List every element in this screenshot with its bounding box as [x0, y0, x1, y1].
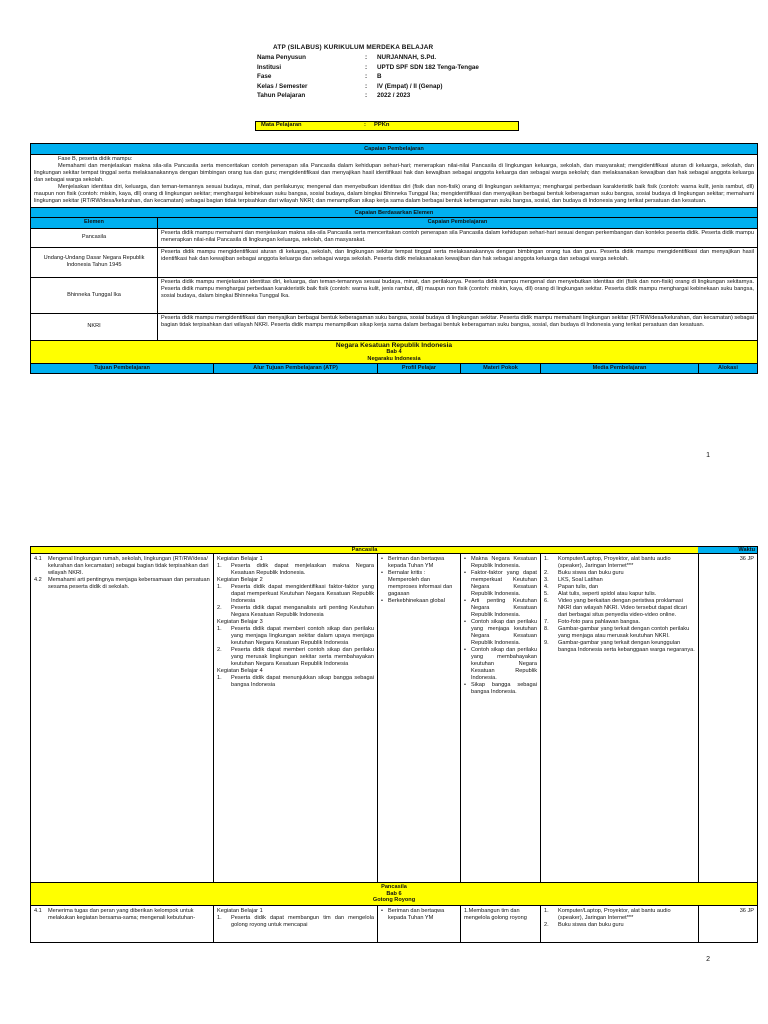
- list-item: • Faktor-faktor yang dapat memperkuat Keutuhan Negara Kesatuan Republik Indonesia.: [464, 569, 537, 597]
- unit-band: [31, 341, 757, 364]
- list-item: [34, 556, 210, 577]
- list-item: 2. Peserta didik dapat menganalisis arti penting Keutuhan Negara Kesatuan Republik Indonesia: [217, 604, 374, 618]
- list-item: • Contoh sikap dan perilaku yang membahayakan keutuhan Negara Kesatuan Republik Indonesia.: [464, 646, 537, 681]
- item-text: Peserta didik dapat membangun tim dan mengelola golong royong untuk mencapai: [231, 915, 374, 929]
- item-number: 1.: [544, 908, 549, 915]
- item-text: Foto-foto para pahlawan bangsa.: [558, 618, 641, 625]
- item-text: Peserta didik dapat memberi contoh sikap dan perilaku yang merusak lingkungan sekitar serta membahayakan keutuhan Negara Kesatuan Republik Indonesia: [231, 646, 374, 667]
- list-item: 1. Peserta didik dapat memberi contoh sikap dan perilaku yang menjaga lingkungan sekitar dalam upaya menjaga keutuhan Negara Kesatuan Republik Indonesia: [217, 625, 374, 646]
- waktu-header: Waktu: [698, 547, 757, 553]
- identity-key: Fase: [257, 73, 272, 81]
- item-number: 8.: [544, 625, 549, 632]
- list-item: [544, 619, 695, 626]
- unit-band-label: Pancasila: [351, 547, 378, 553]
- list-item: [544, 922, 695, 929]
- alokasi-cell: 36 JP: [739, 556, 754, 562]
- item-text: Beriman dan bertaqwa kepada Tuhan YM: [388, 556, 445, 569]
- cp-heading: Capaian Pembelajaran: [31, 144, 757, 155]
- item-text: Beriman dan bertaqwa kepada Tuhan YM: [388, 908, 445, 922]
- item-text: Berkebhinekaan global: [388, 597, 445, 604]
- identity-row: [257, 92, 479, 102]
- item-text: Bernalar kritis : Memperoleh dan memproses informasi dan gagasan: [388, 569, 453, 597]
- materi-cell: [461, 554, 541, 882]
- identity-row: [257, 54, 479, 64]
- item-number: 2.: [544, 922, 549, 929]
- list-item: • Arti penting Keutuhan Negara Kesatuan Republik Indonesia.: [464, 597, 537, 618]
- list-item: • Bernalar kritis : Memperoleh dan memproses informasi dan gagasan: [381, 570, 457, 598]
- subject-label: Mata Pelajaran: [261, 122, 302, 129]
- activity-heading: Kegiatan Belajar 1: [217, 908, 263, 915]
- elemen-text: Peserta didik mampu mengidentifikasi dan menyajikan berbagai bentuk keberagaman suku bangsa, sosial budaya di lingkungan sekitar. Peserta didik mampu memahami lingkungan sekitar (RT/RW/desa/kelurahan, dan kecamatan) sebagai bagian tidak terpisahkan dari wilayah NKRI. Peserta didik mampu menampilkan sikap kerja sama dalam berbagai bentuk keberagaman suku bangsa, sosial, dan budaya di Indonesia yang terikat persatuan dan kesatuan.: [161, 314, 754, 328]
- list-item: • Makna Negara Kesatuan Republik Indonesia.: [464, 556, 537, 569]
- item-text: Mengenal lingkungan rumah, sekolah, lingkungan (RT/RW/desa/ kelurahan dan kecamatan) sebagai bagian tidak terpisahkan dari wilayah NKRI.: [48, 556, 209, 576]
- col-header: Alur Tujuan Pembelajaran (ATP): [214, 364, 378, 373]
- item-number: 2.: [544, 569, 549, 576]
- item-number: 7.: [544, 618, 549, 625]
- elemen-column-headers: [31, 218, 757, 229]
- identity-colon: :: [365, 54, 368, 61]
- unit-title: Pancasila: [381, 884, 407, 890]
- document-page-1: [0, 0, 768, 500]
- item-text: Sikap bangga sebagai bangsa Indonesia.: [471, 681, 537, 695]
- identity-colon: :: [365, 92, 368, 100]
- table-row: [31, 554, 757, 883]
- identity-value: UPTD SPF SDN 182 Tenga-Tengae: [377, 63, 479, 71]
- materi-cell: 1.Membangun tim dan mengelola golong royong: [461, 906, 541, 942]
- list-item: [544, 908, 695, 922]
- identity-key: Kelas / Semester: [257, 82, 308, 90]
- item-text: Alat tulis, seperti spidol atau kapur tulis.: [558, 590, 657, 597]
- item-text: Papan tulis, dan: [558, 583, 599, 590]
- item-text: Contoh sikap dan perilaku yang membahayakan keutuhan Negara Kesatuan Republik Indonesia.: [471, 646, 537, 681]
- col-header-elemen: Elemen: [31, 218, 158, 228]
- page-number: 1: [706, 452, 710, 459]
- list-item: • Contoh sikap dan perilaku yang menjaga keutuhan Negara Kesatuan Republik Indonesia.: [464, 618, 537, 646]
- table-row: [31, 229, 757, 248]
- col-header: Profil Pelajar: [378, 364, 461, 373]
- identity-row: [257, 83, 479, 93]
- tujuan-cell: [31, 906, 214, 942]
- item-number: 3.: [544, 576, 549, 583]
- list-item: 1. Peserta didik dapat menunjukkan sikap bangga sebagai bangsa Indonesia: [217, 674, 374, 688]
- item-text: Buku siswa dan buku guru: [558, 922, 624, 929]
- page-number: 2: [706, 956, 710, 963]
- item-number: 9.: [544, 639, 549, 646]
- learning-outcomes-table: [30, 143, 758, 374]
- elemen-text: Peserta didik mampu mengidentifikasi aturan di keluarga, sekolah, dan lingkungan sekitar tempat tinggal serta melaksanakannya dengan bimbingan orang tua dan guru. Peserta didik mampu mengidentifikasi dan menyajikan hasil identifikasi hak dan kewajiban sebagai anggota keluarga dan sebagai warga sekolah. Peserta didik melaksanakan kewajiban dan hak sebagai anggota keluarga dan sebagai warga sekolah.: [161, 248, 754, 262]
- table-row: [31, 314, 757, 341]
- list-item: [544, 626, 695, 640]
- list-item: [34, 577, 210, 591]
- elemen-name: Pancasila: [31, 229, 158, 247]
- document-title: ATP (SILABUS) KURIKULUM MERDEKA BELAJAR: [273, 44, 434, 51]
- identity-key: Nama Penyusun: [257, 54, 306, 61]
- elemen-name: Undang-Undang Dasar Negara Republik Indonesia Tahun 1945: [31, 248, 158, 277]
- col-header: Media Pembelajaran: [541, 364, 699, 373]
- list-item: • Beriman dan bertaqwa kepada Tuhan YM: [381, 908, 457, 922]
- activity-heading: Kegiatan Belajar 2: [217, 576, 263, 583]
- elemen-text: Peserta didik mampu memahami dan menjelaskan makna sila-sila Pancasila serta menceritakan contoh penerapan sila Pancasila dalam kehidupan sehari-hari sesuai dengan perkembangan dan konteks peserta didik. Peserta didik mampu menerapkan nilai-nilai Pancasila di lingkungan keluarga, sekolah, dan masyarakat.: [161, 229, 754, 243]
- document-page-2: [0, 530, 768, 1024]
- item-text: Peserta didik dapat menunjukkan sikap bangga sebagai bangsa Indonesia: [231, 674, 374, 688]
- list-item: 2. Peserta didik dapat memberi contoh sikap dan perilaku yang merusak lingkungan sekitar serta membahayakan keutuhan Negara Kesatuan Republik Indonesia: [217, 646, 374, 667]
- unit-chapter: Bab 6: [386, 890, 402, 897]
- cp-body: [31, 155, 757, 207]
- elemen-text: Peserta didik mampu menjelaskan identitas diri, keluarga, dan teman-temannya sesuai budaya, minat, dan perilakunya. Peserta didik mampu mengenal dan menyebutkan identitas diri (fisik dan non-fisik) orang di lingkungan sekitarnya. Peserta didik mampu menghargai perbedaan karakteristik baik fisik (contoh: warna kulit, jenis rambut, dll) maupun non fisik (contoh: miskin, kaya, dll) orang di lingkungan sekitar. Peserta didik mampu menghargai kebinekaan suku bangsa, sosial budaya, dalam bingkai Bhinneka Tunggal Ika.: [161, 278, 754, 299]
- identity-value: NURJANNAH, S.Pd.: [377, 54, 437, 61]
- list-item: • Beriman dan bertaqwa kepada Tuhan YM: [381, 556, 457, 570]
- elemen-name: NKRI: [31, 314, 158, 340]
- unit-chapter: Bab 4: [386, 349, 402, 356]
- list-item: [544, 584, 695, 591]
- list-item: [544, 556, 695, 570]
- media-cell: [541, 554, 699, 882]
- atp-cell: [214, 906, 378, 942]
- item-text: Memahami arti pentingnya menjaga kebersamaan dan persatuan sesama peserta didik di sekolah.: [48, 576, 210, 590]
- cp-paragraph: Menjelaskan identitas diri, keluarga, dan teman-temannya sesuai budaya, minat, dan perilakunya; mengenal dan menyebutkan identitas diri (fisik dan non-fisik) orang di lingkungan sekitarnya; menghargai perbedaan karakteristik baik fisik (contoh: warna kulit, jenis rambut, dll) maupun non fisik (contoh: miskin, kaya, dll) orang di lingkungan sekitar; menghargai kebinekaan suku bangsa, sosial budaya, dalam bingkai Bhinneka Tunggal Ika; mengidentifikasi dan menyajikan berbagai bentuk keberagaman suku bangsa, sosial budaya di lingkungan sekitar; memahami lingkungan sekitar (RT/RW/desa/kelurahan, dan kecamatan) sebagai bagian tidak terpisahkan dari wilayah NKRI; dan menampilkan sikap kerja sama dalam berbagai bentuk keberagaman suku bangsa, sosial, dan budaya di Indonesia yang terikat persatuan dan kesatuan.: [34, 183, 754, 204]
- identity-value: B: [377, 73, 382, 81]
- page-gap: [0, 500, 768, 530]
- list-item: [34, 908, 210, 922]
- table-row: [31, 248, 757, 278]
- subject-value: PPKn: [374, 122, 390, 129]
- item-number: 5.: [544, 590, 549, 597]
- list-item: [544, 570, 695, 577]
- item-text: Peserta didik dapat menganalisis arti penting Keutuhan Negara Kesatuan Republik Indonesia: [231, 604, 374, 618]
- list-item: • Sikap bangga sebagai bangsa Indonesia.: [464, 681, 537, 695]
- item-text: Gambar-gambar yang terkait dengan contoh perilaku yang menjaga atau merusak keutuhan NKRI.: [558, 625, 690, 639]
- unit-subtitle: Negaraku Indonesia: [367, 355, 421, 362]
- profil-cell: [378, 906, 461, 942]
- unit-subtitle: Gotong Royong: [372, 897, 416, 904]
- item-text: Peserta didik dapat menjelaskan makna Negara Kesatuan Republik Indonesia.: [231, 562, 374, 576]
- identity-colon: :: [365, 73, 368, 81]
- identity-colon: :: [365, 82, 368, 90]
- item-text: Peserta didik dapat mengidentifikasi faktor-faktor yang dapat memperkuat Keutuhan Negara Kesatuan Republik Indonesia: [231, 583, 374, 604]
- cp-intro: Fase B, peserta didik mampu:: [58, 156, 133, 162]
- subject-colon: :: [364, 122, 366, 129]
- item-text: Video yang berkaitan dengan peristiwa proklamasi NKRI dan wilayah NKRI. Video tersebut dapat dicari dari berbagai situs penyedia video-video online.: [558, 597, 687, 618]
- list-item: [544, 591, 695, 598]
- list-item: 1. Peserta didik dapat menjelaskan makna Negara Kesatuan Republik Indonesia.: [217, 562, 374, 576]
- item-text: Peserta didik dapat memberi contoh sikap dan perilaku yang menjaga lingkungan sekitar dalam upaya menjaga keutuhan Negara Kesatuan Republik Indonesia: [231, 625, 374, 646]
- col-header-cp: Capaian Pembelajaran: [427, 219, 488, 226]
- list-item: [544, 577, 695, 584]
- identity-key: Institusi: [257, 63, 282, 71]
- item-text: Makna Negara Kesatuan Republik Indonesia.: [471, 556, 537, 569]
- item-number: 4.: [544, 583, 549, 590]
- item-text: Faktor-faktor yang dapat memperkuat Keutuhan Negara Kesatuan Republik Indonesia.: [471, 569, 537, 597]
- item-number: 1.: [544, 556, 549, 562]
- item-text: Arti penting Keutuhan Negara Kesatuan Republik Indonesia.: [471, 597, 537, 618]
- item-number: 6.: [544, 597, 549, 604]
- identity-colon: :: [365, 63, 368, 71]
- item-number: 4.2: [34, 576, 42, 583]
- list-item: [544, 598, 695, 619]
- item-text: Komputer/Laptop, Proyektor, alat bantu audio (speaker), Jaringan Internet***: [558, 556, 671, 569]
- subject-bar: [255, 121, 519, 131]
- item-text: LKS, Soal Latihan: [558, 576, 603, 583]
- alokasi-cell: 36 JP: [739, 908, 754, 915]
- item-number: 4.1: [34, 908, 42, 915]
- item-text: Buku siswa dan buku guru: [558, 569, 624, 576]
- activity-heading: Kegiatan Belajar 4: [217, 667, 263, 674]
- unit-title: Negara Kesatuan Republik Indonesia: [335, 341, 453, 349]
- col-header: Tujuan Pembelajaran: [31, 364, 214, 373]
- col-header: Materi Pokok: [461, 364, 541, 373]
- table-row: [31, 278, 757, 314]
- elemen-name: Bhinneka Tunggal Ika: [31, 278, 158, 313]
- identity-row: [257, 64, 479, 74]
- activity-heading: Kegiatan Belajar 3: [217, 618, 263, 625]
- col-header: Alokasi: [718, 365, 738, 372]
- identity-value: 2022 / 2023: [377, 92, 411, 100]
- unit-band-top: [31, 547, 757, 554]
- unit-band: [31, 883, 757, 906]
- cp-paragraph: Memahami dan menjelaskan makna sila-sila Pancasila serta menceritakan contoh penerapan sila Pancasila dalam kehidupan sehari-hari; menerapkan nilai-nilai Pancasila di lingkungan keluarga, sekolah, dan masyarakat; mengidentifikasi aturan di keluarga, sekolah, dan lingkungan sekitar tempat tinggal serta melaksanakannya dengan bimbingan orang tua dan guru; mengidentifikasi dan menyajikan hasil identifikasi hak dan kewajiban sebagai anggota keluarga dan sebagai warga sekolah; dan melaksanakan kewajiban dan hak sebagai anggota keluarga dan sebagai warga sekolah.: [34, 162, 754, 183]
- tujuan-cell: [31, 554, 214, 882]
- identity-block: [257, 54, 479, 102]
- list-item: 1. Peserta didik dapat membangun tim dan mengelola golong royong untuk mencapai: [217, 915, 374, 929]
- item-number: 4.1: [34, 556, 42, 562]
- plan-column-headers: [31, 364, 757, 373]
- identity-key: Tahun Pelajaran: [257, 92, 306, 100]
- plan-table: [30, 546, 758, 943]
- atp-cell: [214, 554, 378, 882]
- activity-heading: Kegiatan Belajar 1: [217, 556, 263, 562]
- list-item: [544, 640, 695, 654]
- item-text: Menerima tugas dan peran yang diberikan kelompok untuk melakukan kegiatan bersama-sama; mengenali kebutuhan-: [48, 908, 196, 922]
- list-item: 1. Peserta didik dapat mengidentifikasi faktor-faktor yang dapat memperkuat Keutuhan Negara Kesatuan Republik Indonesia: [217, 583, 374, 604]
- media-cell: [541, 906, 699, 942]
- table-row: [31, 906, 757, 942]
- item-text: Gambar-gambar yang terkait dengan keunggulan bangsa Indonesia serta kebanggaan warga negaranya.: [558, 639, 695, 653]
- profil-cell: [378, 554, 461, 882]
- item-text: Komputer/Laptop, Proyektor, alat bantu audio (speaker), Jaringan Internet***: [558, 908, 671, 922]
- elemen-heading: Capaian Berdasarkan Elemen: [31, 207, 757, 218]
- item-text: Contoh sikap dan perilaku yang menjaga keutuhan Negara Kesatuan Republik Indonesia.: [471, 618, 537, 646]
- identity-value: IV (Empat) / II (Genap): [377, 82, 443, 90]
- list-item: • Berkebhinekaan global: [381, 598, 457, 605]
- identity-row: [257, 73, 479, 83]
